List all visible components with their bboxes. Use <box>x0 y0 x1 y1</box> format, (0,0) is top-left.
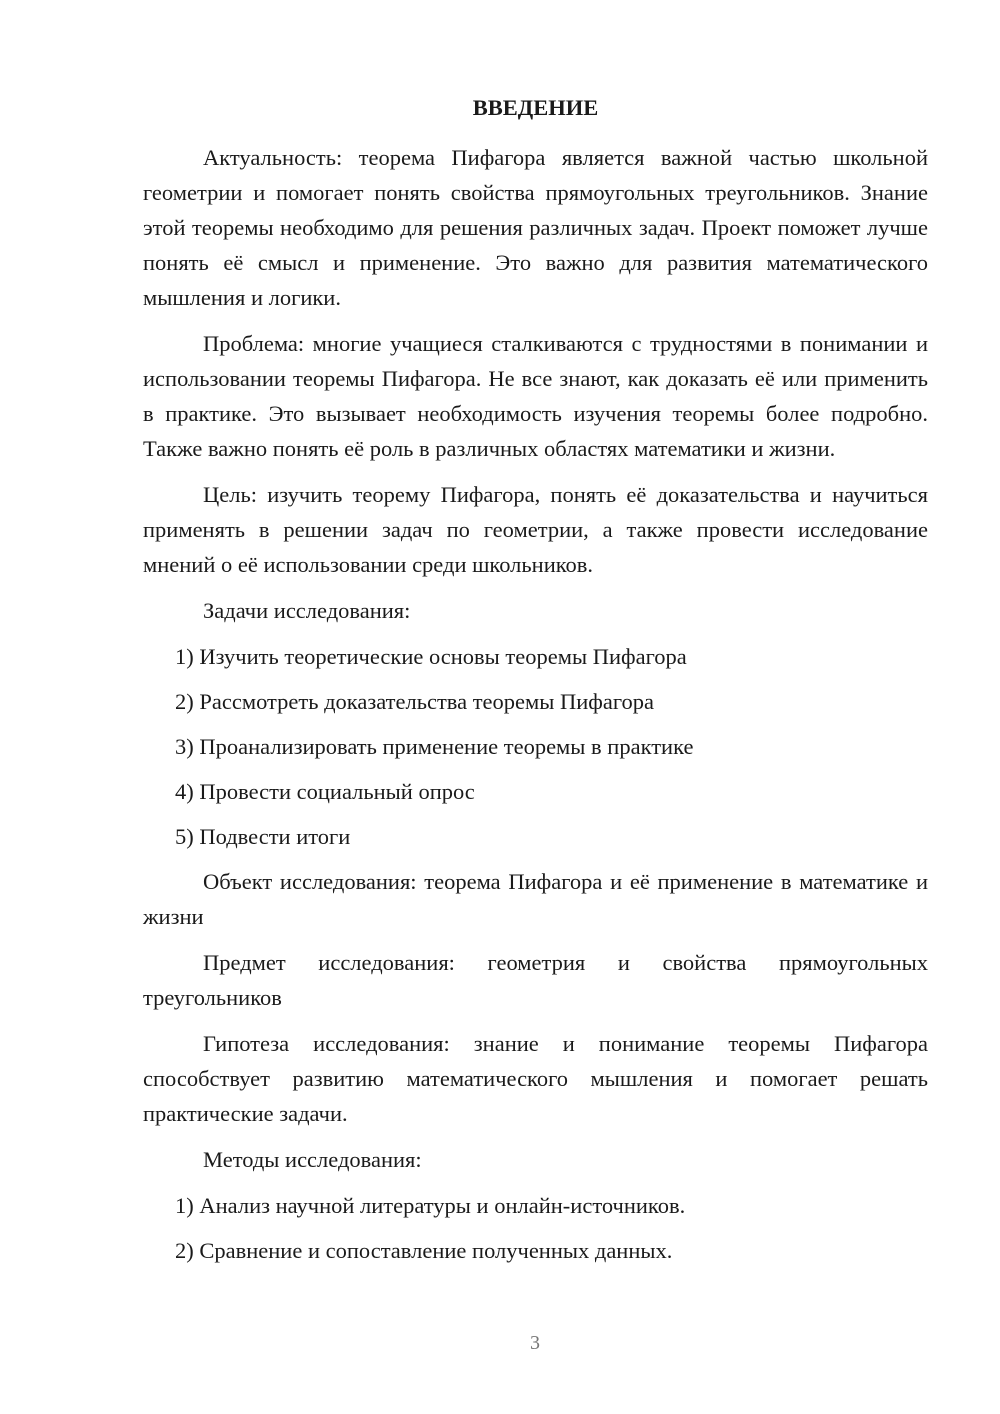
list-item: 2) Рассмотреть доказательства теоремы Пифагора <box>175 689 655 714</box>
subject-paragraph: Предмет исследования: геометрия и свойства прямоугольных треугольников <box>143 950 928 1010</box>
hypothesis-paragraph: Гипотеза исследования: знание и понимание теоремы Пифагора способствует развитию математического мышления и помогает решать практические задачи. <box>143 1031 928 1126</box>
methods-heading: Методы исследования: <box>203 1147 422 1172</box>
list-item: 4) Провести социальный опрос <box>175 779 475 804</box>
list-item: 5) Подвести итоги <box>175 824 351 849</box>
section-title: ВВЕДЕНИЕ <box>472 95 599 120</box>
goal-paragraph: Цель: изучить теорему Пифагора, понять её доказательства и научиться применять в решении задач по геометрии, а также провести исследование мнений о её использовании среди школьников. <box>143 482 928 577</box>
object-paragraph: Объект исследования: теорема Пифагора и её применение в математике и жизни <box>143 869 928 929</box>
list-item: 1) Изучить теоретические основы теоремы Пифагора <box>175 644 687 669</box>
tasks-list <box>143 639 928 854</box>
methods-list <box>143 1188 928 1268</box>
tasks-heading: Задачи исследования: <box>203 598 411 623</box>
document-page <box>143 90 928 1278</box>
page-number: 3 <box>530 1332 540 1354</box>
problem-paragraph: Проблема: многие учащиеся сталкиваются с трудностями в понимании и использовании теоремы Пифагора. Не все знают, как доказать её или применить в практике. Это вызывает необходимость изучения теоремы более подробно. Также важно понять её роль в различных областях математики и жизни. <box>143 331 928 461</box>
relevance-paragraph: Актуальность: теорема Пифагора является важной частью школьной геометрии и помогает понять свойства прямоугольных треугольников. Знание этой теоремы необходимо для решения различных задач. Проект поможет лучше понять её смысл и применение. Это важно для развития математического мышления и логики. <box>143 145 928 310</box>
list-item: 3) Проанализировать применение теоремы в практике <box>175 734 694 759</box>
list-item: 1) Анализ научной литературы и онлайн-источников. <box>175 1193 686 1218</box>
list-item: 2) Сравнение и сопоставление полученных данных. <box>175 1238 673 1263</box>
